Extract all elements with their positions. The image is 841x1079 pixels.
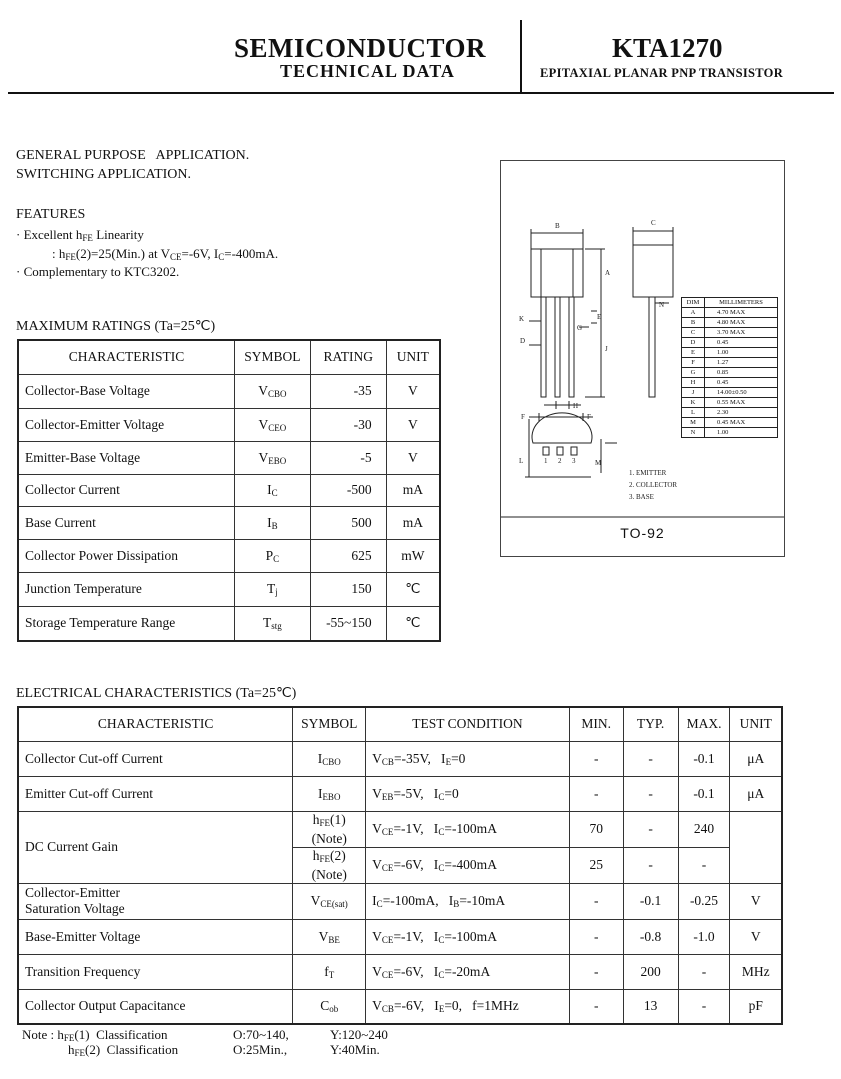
table-row — [18, 919, 782, 954]
table-row — [18, 441, 440, 474]
dim-label-C: C — [651, 219, 656, 227]
characteristic-cell: DC Current Gain — [18, 811, 293, 883]
application-2: SWITCHING APPLICATION. — [16, 167, 191, 182]
rating-cell: 500 — [310, 506, 386, 539]
characteristic-cell: Collector Cut-off Current — [18, 741, 293, 776]
dim-letter: G — [682, 368, 705, 378]
note-o-range-2: O:25Min., — [233, 1042, 288, 1057]
dim-letter: K — [682, 398, 705, 408]
max-cell: -0.25 — [678, 883, 730, 919]
dim-value: 3.70 MAX — [705, 328, 778, 338]
symbol-cell: $V_{CE(sat)}$ — [293, 883, 366, 919]
header-cell: UNIT — [730, 707, 782, 741]
dimension-table — [681, 297, 778, 438]
unit-cell — [730, 811, 782, 883]
dim-row — [682, 408, 778, 418]
dim-row — [682, 318, 778, 328]
symbol-cell: $V_{BE}$ — [293, 919, 366, 954]
dim-value: 4.80 MAX — [705, 318, 778, 328]
symbol-cell: $f_T$ — [293, 954, 366, 989]
unit-cell: mA — [386, 474, 440, 506]
dim-row — [682, 428, 778, 438]
part-description: EPITAXIAL PLANAR PNP TRANSISTOR — [540, 66, 784, 80]
characteristic-cell: Collector Current — [18, 474, 234, 506]
dim-label-L: L — [519, 457, 524, 465]
header-cell: TYP. — [623, 707, 678, 741]
typ-cell: - — [623, 776, 678, 811]
dim-value: 0.85 — [705, 368, 778, 378]
note-y-range-2: Y:40Min. — [330, 1042, 380, 1057]
min-cell: - — [569, 989, 623, 1024]
rating-cell: -55~150 — [310, 606, 386, 641]
header-rule — [8, 92, 834, 94]
unit-cell: μA — [730, 776, 782, 811]
note-o-range-1: O:70~140, — [233, 1027, 289, 1042]
characteristic-cell: Transition Frequency — [18, 954, 293, 989]
header-subtitle: TECHNICAL DATA — [280, 61, 455, 81]
condition-cell: $V_{CE}=-1V$, $I_C=-100mA$ — [366, 919, 570, 954]
unit-cell: V — [386, 441, 440, 474]
dim-letter: C — [682, 328, 705, 338]
dim-row — [682, 368, 778, 378]
note-y-range-1: Y:120~240 — [330, 1027, 388, 1042]
rating-cell: -500 — [310, 474, 386, 506]
dim-label-K: K — [519, 315, 525, 323]
dim-row — [682, 358, 778, 368]
table-row — [18, 606, 440, 641]
dim-letter: D — [682, 338, 705, 348]
dim-label-B: B — [555, 222, 560, 230]
features-title: FEATURES — [16, 207, 86, 222]
dim-row — [682, 398, 778, 408]
unit-cell: pF — [730, 989, 782, 1024]
table-row — [18, 883, 782, 919]
header-divider — [520, 20, 522, 94]
dim-label-F-right: F — [587, 413, 591, 421]
symbol-cell: $T_{stg}$ — [234, 606, 310, 641]
symbol-cell: $C_{ob}$ — [293, 989, 366, 1024]
min-cell: - — [569, 919, 623, 954]
typ-cell: - — [623, 811, 678, 847]
dim-label-E: E — [597, 313, 602, 321]
header-cell: MAX. — [678, 707, 730, 741]
dim-header-cell: DIM — [682, 298, 705, 308]
min-cell: - — [569, 776, 623, 811]
max-cell: -1.0 — [678, 919, 730, 954]
dim-letter: J — [682, 388, 705, 398]
max-cell: 240 — [678, 811, 730, 847]
max-cell: - — [678, 954, 730, 989]
dim-value: 1.27 — [705, 358, 778, 368]
table-row — [18, 374, 440, 408]
unit-cell: ℃ — [386, 572, 440, 606]
characteristic-cell: Collector-Emitter Voltage — [18, 408, 234, 441]
symbol-cell: $I_{EBO}$ — [293, 776, 366, 811]
dim-row — [682, 308, 778, 318]
dim-letter: L — [682, 408, 705, 418]
symbol-cell: $I_{CBO}$ — [293, 741, 366, 776]
characteristic-cell: Collector Power Dissipation — [18, 539, 234, 572]
pin-emitter: 1. EMITTER — [629, 469, 667, 477]
note-line-1: Note : $h_{FE}(1)$ Classification — [22, 1027, 168, 1043]
characteristic-cell: Collector Output Capacitance — [18, 989, 293, 1024]
dim-row — [682, 418, 778, 428]
typ-cell: - — [623, 847, 678, 883]
pin-number-1: 1 — [544, 457, 548, 465]
package-outline-box — [500, 160, 785, 557]
table-row — [18, 954, 782, 989]
application-1: GENERAL PURPOSE APPLICATION. — [16, 148, 250, 163]
table-row — [18, 408, 440, 441]
symbol-cell: $T_j$ — [234, 572, 310, 606]
dim-label-D: D — [520, 337, 526, 345]
pin-collector: 2. COLLECTOR — [629, 481, 678, 489]
dim-value: 0.45 MAX — [705, 418, 778, 428]
rating-cell: -35 — [310, 374, 386, 408]
typ-cell: 200 — [623, 954, 678, 989]
unit-cell: V — [386, 374, 440, 408]
rating-cell: 150 — [310, 572, 386, 606]
max-cell: - — [678, 989, 730, 1024]
characteristic-cell: Base-Emitter Voltage — [18, 919, 293, 954]
dim-value: 2.30 — [705, 408, 778, 418]
characteristic-cell: Collector-Emitter Saturation Voltage — [18, 883, 293, 919]
table-header-row — [18, 340, 440, 374]
header-cell: CHARACTERISTIC — [18, 707, 293, 741]
header-cell: CHARACTERISTIC — [18, 340, 234, 374]
table-row — [18, 506, 440, 539]
condition-cell: $V_{EB}=-5V$, $I_C=0$ — [366, 776, 570, 811]
typ-cell: -0.1 — [623, 883, 678, 919]
electrical-table — [17, 706, 783, 1025]
characteristic-cell: Emitter-Base Voltage — [18, 441, 234, 474]
header-cell: TEST CONDITION — [366, 707, 570, 741]
max-ratings-table — [17, 339, 441, 642]
feature-2: · Complementary to KTC3202. — [16, 264, 180, 279]
min-cell: 25 — [569, 847, 623, 883]
dim-letter: M — [682, 418, 705, 428]
symbol-cell: $h_{FE}(2)$ (Note) — [293, 847, 366, 883]
header-title: SEMICONDUCTOR — [234, 33, 487, 63]
dim-letter: B — [682, 318, 705, 328]
dim-row — [682, 328, 778, 338]
table-row — [18, 474, 440, 506]
condition-cell: $V_{CB}=-35V$, $I_E=0$ — [366, 741, 570, 776]
condition-cell: $I_C=-100mA$, $I_B=-10mA$ — [366, 883, 570, 919]
dim-label-H: H — [573, 402, 579, 410]
dim-value: 0.45 — [705, 338, 778, 348]
feature-1: · Excellent $h_{FE}$ Linearity — [16, 227, 144, 243]
rating-cell: -30 — [310, 408, 386, 441]
dim-label-N: N — [659, 301, 665, 309]
header-cell: SYMBOL — [234, 340, 310, 374]
feature-1-detail: : $h_{FE}(2)=25(Min.)$ at $V_{CE}=-6V$, $I_C=-400mA$. — [52, 246, 279, 262]
unit-cell: V — [730, 919, 782, 954]
characteristic-cell: Collector-Base Voltage — [18, 374, 234, 408]
table-row — [18, 989, 782, 1024]
max-cell: - — [678, 847, 730, 883]
condition-cell: $V_{CE}=-6V$, $I_C=-400mA$ — [366, 847, 570, 883]
dim-row — [682, 388, 778, 398]
table-row — [18, 539, 440, 572]
condition-cell: $V_{CE}=-6V$, $I_C=-20mA$ — [366, 954, 570, 989]
characteristic-cell: Emitter Cut-off Current — [18, 776, 293, 811]
pin-base: 3. BASE — [629, 493, 654, 501]
min-cell: - — [569, 883, 623, 919]
dim-row — [682, 338, 778, 348]
max-ratings-title: MAXIMUM RATINGS (Ta=25℃) — [16, 319, 216, 334]
table-row — [18, 776, 782, 811]
dim-label-A: A — [605, 269, 611, 277]
unit-cell: V — [730, 883, 782, 919]
min-cell: 70 — [569, 811, 623, 847]
max-cell: -0.1 — [678, 776, 730, 811]
symbol-cell: $P_C$ — [234, 539, 310, 572]
dim-label-M: M — [595, 459, 602, 467]
electrical-title: ELECTRICAL CHARACTERISTICS (Ta=25℃) — [16, 686, 297, 701]
pin-number-2: 2 — [558, 457, 562, 465]
min-cell: - — [569, 741, 623, 776]
dim-value: 0.45 — [705, 378, 778, 388]
symbol-cell: $V_{CBO}$ — [234, 374, 310, 408]
unit-cell: MHz — [730, 954, 782, 989]
dim-label-J: J — [605, 345, 608, 353]
condition-cell: $V_{CE}=-1V$, $I_C=-100mA$ — [366, 811, 570, 847]
dim-value: 14.00±0.50 — [705, 388, 778, 398]
max-cell: -0.1 — [678, 741, 730, 776]
table-row — [18, 811, 782, 847]
dim-value: 4.70 MAX — [705, 308, 778, 318]
characteristic-cell: Storage Temperature Range — [18, 606, 234, 641]
dim-letter: N — [682, 428, 705, 438]
typ-cell: - — [623, 741, 678, 776]
table-header-row — [18, 707, 782, 741]
header-cell: MIN. — [569, 707, 623, 741]
note-line-2: $h_{FE}(2)$ Classification — [68, 1042, 179, 1058]
pin-number-3: 3 — [572, 457, 576, 465]
dim-letter: F — [682, 358, 705, 368]
unit-cell: mW — [386, 539, 440, 572]
header-cell: SYMBOL — [293, 707, 366, 741]
characteristic-cell: Junction Temperature — [18, 572, 234, 606]
dim-value: 1.00 — [705, 348, 778, 358]
dim-label-F-left: F — [521, 413, 525, 421]
condition-cell: $V_{CB}=-6V$, $I_E=0$, f=1MHz — [366, 989, 570, 1024]
dim-row — [682, 348, 778, 358]
dim-header-cell: MILLIMETERS — [705, 298, 778, 308]
package-name: TO-92 — [620, 525, 665, 541]
symbol-cell: $I_C$ — [234, 474, 310, 506]
unit-cell: μA — [730, 741, 782, 776]
dim-letter: E — [682, 348, 705, 358]
characteristic-cell: Base Current — [18, 506, 234, 539]
symbol-cell: $I_B$ — [234, 506, 310, 539]
min-cell: - — [569, 954, 623, 989]
unit-cell: ℃ — [386, 606, 440, 641]
unit-cell: V — [386, 408, 440, 441]
dim-value: 0.55 MAX — [705, 398, 778, 408]
symbol-cell: $h_{FE}(1)$ (Note) — [293, 811, 366, 847]
rating-cell: 625 — [310, 539, 386, 572]
table-row — [18, 572, 440, 606]
rating-cell: -5 — [310, 441, 386, 474]
symbol-cell: $V_{CEO}$ — [234, 408, 310, 441]
dim-letter: A — [682, 308, 705, 318]
dim-value: 1.00 — [705, 428, 778, 438]
dim-letter: H — [682, 378, 705, 388]
symbol-cell: $V_{EBO}$ — [234, 441, 310, 474]
unit-cell: mA — [386, 506, 440, 539]
table-row — [18, 741, 782, 776]
header-cell: RATING — [310, 340, 386, 374]
header-cell: UNIT — [386, 340, 440, 374]
part-number: KTA1270 — [612, 33, 723, 63]
dim-label-G: G — [577, 324, 583, 332]
typ-cell: -0.8 — [623, 919, 678, 954]
typ-cell: 13 — [623, 989, 678, 1024]
dim-row — [682, 378, 778, 388]
